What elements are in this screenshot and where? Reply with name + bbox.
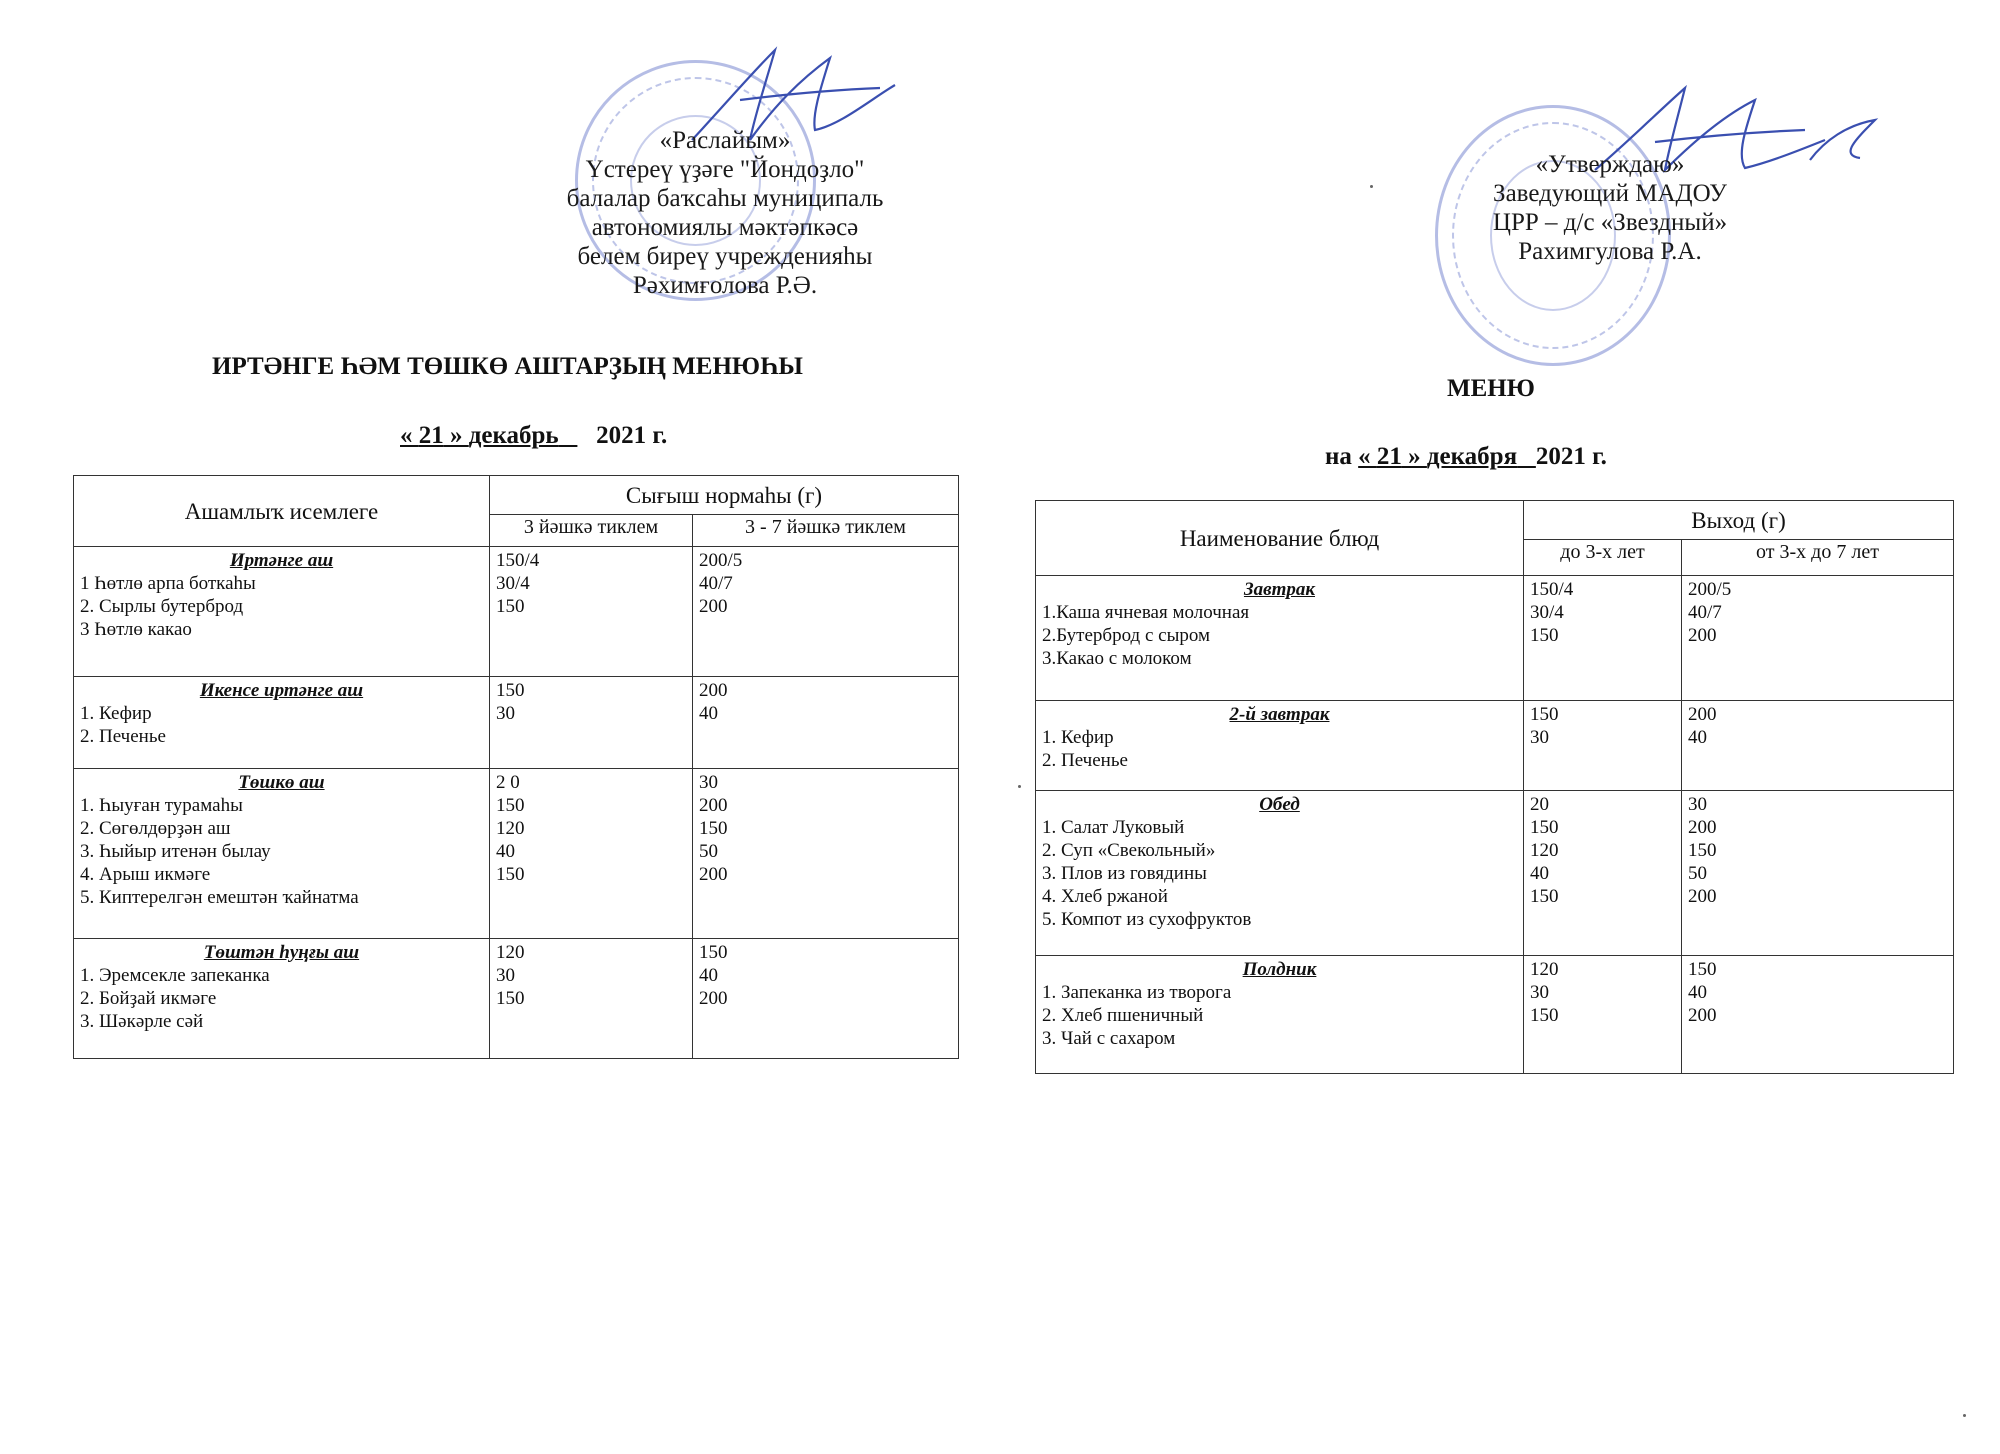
- meal-title: Төштән һуңғы аш: [203, 942, 360, 963]
- approval-line: белем бирeү учрежденияһы: [577, 243, 873, 270]
- value: 150: [496, 680, 525, 701]
- date-mid: »: [443, 422, 469, 449]
- dish-item: 2. Печенье: [80, 726, 166, 747]
- date-prefix: на: [1325, 443, 1359, 470]
- dish-item: 3. Һыйыр итенән былау: [80, 841, 271, 862]
- value: 150: [1688, 959, 1717, 980]
- dish-item: 3. Плов из говядины: [1042, 863, 1207, 884]
- approval-line: «Утверждаю»: [1535, 151, 1685, 178]
- date-day: 21: [1376, 443, 1402, 470]
- dish-item: 2. Хлеб пшеничный: [1042, 1005, 1204, 1026]
- value: 40/7: [699, 573, 733, 594]
- meal-cell: [1036, 791, 1524, 956]
- dish-item: 1. Эремсекле запеканка: [80, 965, 270, 986]
- value: 150: [1530, 1005, 1559, 1026]
- values-age1: [490, 939, 693, 1059]
- value: 200/5: [699, 550, 743, 571]
- value: 30/4: [1530, 602, 1564, 623]
- date-year: 2021 г.: [1535, 443, 1607, 470]
- dish-name-header: Ашамлыҡ исемлеге: [74, 476, 490, 547]
- scan-speck: [1963, 1414, 1966, 1417]
- approval-line: ЦРР – д/с «Звездный»: [1492, 209, 1728, 236]
- meal-title: Төшкө аш: [238, 772, 325, 793]
- values-age1: [490, 769, 693, 939]
- value: 150: [699, 818, 728, 839]
- value: 120: [1530, 959, 1559, 980]
- date-year: 2021 г.: [596, 422, 668, 449]
- meal-cell: [1036, 576, 1524, 701]
- value: 40: [1688, 727, 1707, 748]
- value: 50: [1688, 863, 1707, 884]
- value: 40: [699, 965, 718, 986]
- approval-block-right: [1450, 150, 1770, 266]
- approval-line: балалар баҡсаһы муниципаль: [566, 185, 884, 212]
- values-age1: [1524, 701, 1682, 791]
- value: 40: [699, 703, 718, 724]
- date-month: декабрь: [468, 422, 559, 449]
- date-mid: »: [1401, 443, 1427, 470]
- age-column-2-header: от 3-х до 7 лет: [1682, 540, 1954, 576]
- age-column-1-header: до 3-х лет: [1524, 540, 1682, 576]
- value: 30: [699, 772, 718, 793]
- date-month: декабря: [1426, 443, 1518, 470]
- approval-line: Рәхимғолова Р.Ә.: [632, 272, 818, 299]
- meal-cell: [1036, 956, 1524, 1074]
- date-open: «: [400, 422, 419, 449]
- meal-cell: [74, 547, 490, 677]
- approval-line: «Раслайым»: [659, 127, 791, 154]
- value: 30: [1530, 982, 1549, 1003]
- table-row: [74, 769, 959, 939]
- table-row: [74, 939, 959, 1059]
- value: 2 0: [496, 772, 520, 793]
- table-row: [1036, 956, 1954, 1074]
- dish-item: 3 Һөтлө какао: [80, 619, 192, 640]
- scan-speck: [1370, 185, 1373, 188]
- table-row: [74, 677, 959, 769]
- dish-item: 1.Каша ячневая молочная: [1042, 602, 1250, 623]
- dish-item: 2. Печенье: [1042, 750, 1128, 771]
- values-age1: [490, 547, 693, 677]
- values-age1: [1524, 791, 1682, 956]
- value: 150: [1530, 886, 1559, 907]
- page-title-left: ИРТӘНГЕ ҺӘМ ТӨШКӨ АШТАРҘЫҢ МЕНЮҺЫ: [212, 353, 803, 380]
- values-age2: [693, 939, 959, 1059]
- values-age2: [1682, 576, 1954, 701]
- meal-title: Завтрак: [1243, 579, 1316, 600]
- dish-item: 4. Хлеб ржаной: [1042, 886, 1168, 907]
- value: 120: [1530, 840, 1559, 861]
- dish-item: 2. Сырлы бутерброд: [80, 596, 244, 617]
- values-age2: [693, 547, 959, 677]
- values-age2: [1682, 956, 1954, 1074]
- menu-table-right: [1035, 500, 1954, 1074]
- age-column-2-header: 3 - 7 йәшкә тиклем: [693, 515, 959, 547]
- value: 150: [1688, 840, 1717, 861]
- value: 200: [1688, 1005, 1717, 1026]
- table-row: [74, 547, 959, 677]
- value: 200: [699, 680, 728, 701]
- meal-title: Иртәнге аш: [229, 550, 334, 571]
- values-age2: [693, 677, 959, 769]
- values-age2: [1682, 701, 1954, 791]
- age-column-1-header: 3 йәшкә тиклем: [490, 515, 693, 547]
- dish-item: 1. Һыуған турамаһы: [80, 795, 243, 816]
- meal-title: 2-й завтрак: [1229, 704, 1330, 725]
- approval-line: Үстереү үҙәге "Йондоҙло": [585, 156, 865, 183]
- meal-title: Икенсе иртәнге аш: [199, 680, 364, 701]
- value: 120: [496, 942, 525, 963]
- table-row: [1036, 576, 1954, 701]
- dish-item: 2. Бойҙай икмәге: [80, 988, 217, 1009]
- value: 150: [1530, 704, 1559, 725]
- value: 200/5: [1688, 579, 1732, 600]
- value: 200: [1688, 886, 1717, 907]
- value: 150/4: [496, 550, 540, 571]
- dish-item: 1. Салат Луковый: [1042, 817, 1185, 838]
- value: 30/4: [496, 573, 530, 594]
- dish-name-header: Наименование блюд: [1036, 501, 1524, 576]
- dish-item: 3. Шәкәрле сәй: [80, 1011, 204, 1032]
- dish-item: 1. Кефир: [80, 703, 152, 724]
- value: 200: [699, 864, 728, 885]
- values-age1: [1524, 576, 1682, 701]
- value: 200: [1688, 625, 1717, 646]
- dish-item: 3.Какао с молоком: [1042, 648, 1192, 669]
- value: 20: [1530, 794, 1549, 815]
- dish-item: 1 Һөтлө арпа боткаһы: [80, 573, 256, 594]
- values-age2: [693, 769, 959, 939]
- value: 30: [496, 965, 515, 986]
- dish-item: 2. Сөгөлдөрҙән аш: [80, 818, 231, 839]
- dish-item: 3. Чай с сахаром: [1042, 1028, 1176, 1049]
- value: 200: [1688, 817, 1717, 838]
- value: 200: [699, 795, 728, 816]
- value: 150/4: [1530, 579, 1574, 600]
- dish-item: 5. Киптерелгән емештән ҡайнатма: [80, 887, 359, 908]
- output-header: Сығыш нормаһы (г): [490, 476, 959, 515]
- value: 50: [699, 841, 718, 862]
- approval-line: автономиялы мәктәпкәсә: [591, 214, 859, 241]
- value: 150: [699, 942, 728, 963]
- value: 30: [1688, 794, 1707, 815]
- value: 150: [1530, 817, 1559, 838]
- value: 150: [496, 596, 525, 617]
- approval-line: Рахимгулова Р.А.: [1518, 238, 1702, 265]
- dish-item: 2. Суп «Свекольный»: [1042, 840, 1216, 861]
- meal-title: Полдник: [1242, 959, 1317, 980]
- scan-speck: [1018, 785, 1021, 788]
- values-age1: [1524, 956, 1682, 1074]
- value: 200: [699, 988, 728, 1009]
- date-pad: [1517, 443, 1536, 470]
- approval-block-left: [520, 126, 930, 300]
- table-row: [1036, 791, 1954, 956]
- table-header-row: [74, 476, 959, 515]
- page-title-right: МЕНЮ: [1447, 375, 1535, 402]
- date-open: «: [1358, 443, 1377, 470]
- output-header: Выход (г): [1524, 501, 1954, 540]
- dish-item: 4. Арыш икмәге: [80, 864, 211, 885]
- value: 150: [496, 864, 525, 885]
- dish-item: 5. Компот из сухофруктов: [1042, 909, 1252, 930]
- value: 40: [496, 841, 515, 862]
- value: 150: [496, 795, 525, 816]
- value: 120: [496, 818, 525, 839]
- value: 40/7: [1688, 602, 1722, 623]
- dish-item: 1. Запеканка из творога: [1042, 982, 1232, 1003]
- value: 200: [699, 596, 728, 617]
- value: 40: [1530, 863, 1549, 884]
- meal-cell: [74, 769, 490, 939]
- menu-date-right: [1325, 443, 1607, 471]
- table-row: [1036, 701, 1954, 791]
- meal-cell: [1036, 701, 1524, 791]
- menu-table-left: [73, 475, 959, 1059]
- value: 30: [1530, 727, 1549, 748]
- meal-title: Обед: [1259, 794, 1300, 815]
- menu-date-left: [400, 422, 667, 450]
- table-header-row: [1036, 501, 1954, 540]
- meal-cell: [74, 939, 490, 1059]
- approval-line: Заведующий МАДОУ: [1493, 180, 1727, 207]
- meal-cell: [74, 677, 490, 769]
- value: 200: [1688, 704, 1717, 725]
- value: 150: [496, 988, 525, 1009]
- value: 30: [496, 703, 515, 724]
- dish-item: 1. Кефир: [1042, 727, 1114, 748]
- value: 40: [1688, 982, 1707, 1003]
- value: 150: [1530, 625, 1559, 646]
- values-age1: [490, 677, 693, 769]
- values-age2: [1682, 791, 1954, 956]
- dish-item: 2.Бутерброд с сыром: [1042, 625, 1211, 646]
- date-day: 21: [418, 422, 444, 449]
- date-pad: [559, 422, 578, 449]
